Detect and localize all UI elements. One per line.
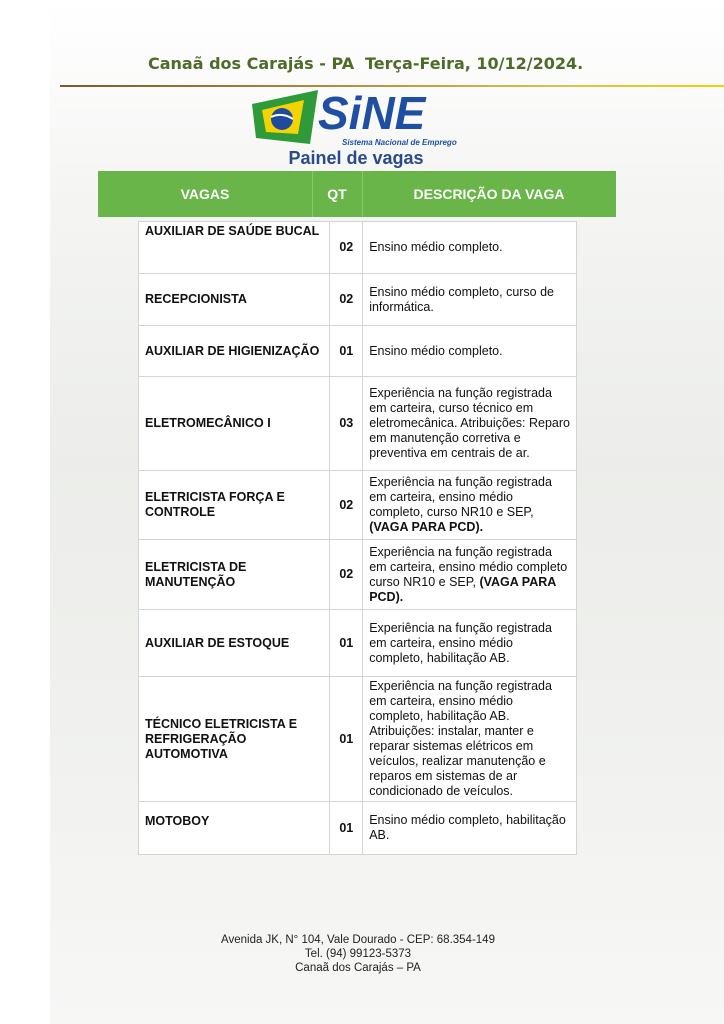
footer-address: Avenida JK, N° 104, Vale Dourado - CEP: 68.354-149 (221, 934, 495, 946)
job-description-text: Ensino médio completo. (369, 240, 503, 254)
job-qt: 01 (330, 677, 363, 802)
footer-city: Canaã dos Carajás – PA (295, 962, 421, 974)
table-row (139, 326, 577, 377)
job-title: ELETRICISTA DE MANUTENÇÃO (139, 540, 330, 610)
job-title: AUXILIAR DE ESTOQUE (139, 610, 330, 677)
job-description (363, 326, 577, 377)
job-title: RECEPCIONISTA (139, 274, 330, 326)
job-description-text: Ensino médio completo. (369, 343, 503, 358)
table-row (139, 677, 577, 802)
job-qt: 03 (330, 377, 363, 471)
table-row (139, 802, 577, 855)
table-row (139, 610, 577, 677)
job-description (363, 677, 577, 802)
table-row (139, 540, 577, 610)
job-qt: 01 (330, 802, 363, 855)
job-description-text: Experiência na função registrada em carteira, curso técnico em eletromecânica. Atribuições: Reparo em manutenção corretiva e preventiva em centrais de ar. (369, 386, 570, 460)
job-title: AUXILIAR DE SAÚDE BUCAL (139, 222, 330, 274)
job-description-text: Experiência na função registrada em carteira, ensino médio completo, habilitação AB. (369, 620, 552, 665)
job-title: ELETROMECÂNICO I (139, 377, 330, 471)
header-date: Terça-Feira, 10/12/2024. (365, 54, 584, 73)
job-description (363, 222, 577, 274)
job-description (363, 802, 577, 855)
job-qt: 02 (330, 471, 363, 540)
panel-title (0, 148, 724, 169)
job-description (363, 610, 577, 677)
job-title: AUXILIAR DE HIGIENIZAÇÃO (139, 326, 330, 377)
job-description (363, 377, 577, 471)
job-title: ELETRICISTA FORÇA E CONTROLE (139, 471, 330, 540)
table-row (139, 222, 577, 274)
job-description (363, 540, 577, 610)
table-row (139, 471, 577, 540)
logo-subtitle: Sistema Nacional de Emprego (342, 138, 457, 147)
pcd-note: (VAGA PARA PCD). (369, 520, 484, 534)
pcd-note: (VAGA PARA PCD). (369, 574, 556, 604)
logo-wordmark: SiNE (318, 87, 426, 139)
job-description-text: Experiência na função registrada em carteira, ensino médio completo curso NR10 e SEP, (369, 544, 568, 589)
job-qt: 01 (330, 326, 363, 377)
job-title: MOTOBOY (139, 802, 330, 855)
sine-logo (250, 87, 457, 150)
job-description-text: Experiência na função registrada em carteira, ensino médio completo, curso NR10 e SEP, (369, 475, 552, 519)
header-vagas: VAGAS (180, 186, 230, 202)
job-qt: 02 (330, 540, 363, 610)
job-description (363, 471, 577, 540)
job-qt: 02 (330, 222, 363, 274)
document-header (60, 52, 724, 86)
table-row (139, 274, 577, 326)
header-city: Canaã dos Carajás - PA (148, 54, 355, 73)
job-title: TÉCNICO ELETRICISTA E REFRIGERAÇÃO AUTOMOTIVA (139, 677, 330, 802)
header-descricao: DESCRIÇÃO DA VAGA (413, 186, 565, 202)
document-footer (0, 933, 724, 975)
table-row (139, 377, 577, 471)
brazil-flag-icon (250, 88, 320, 146)
job-description-text: Experiência na função registrada em carteira, ensino médio completo, habilitação AB. Atribuições: instalar, manter e reparar sistemas elétricos em veículos, realizar manutenção e reparos em sistemas de ar condicionado de veículos. (369, 679, 552, 798)
job-qt: 02 (330, 274, 363, 326)
jobs-table (138, 221, 577, 855)
job-qt: 01 (330, 610, 363, 677)
job-description-text: Ensino médio completo, curso de informática. (369, 284, 555, 314)
job-description (363, 274, 577, 326)
header-qt: QT (327, 186, 347, 202)
footer-phone: Tel. (94) 99123-5373 (304, 948, 412, 960)
panel-title-text: Painel de vagas (288, 148, 424, 168)
job-description-text: Ensino médio completo, habilitação AB. (369, 813, 566, 842)
table-header-bar (98, 171, 616, 217)
